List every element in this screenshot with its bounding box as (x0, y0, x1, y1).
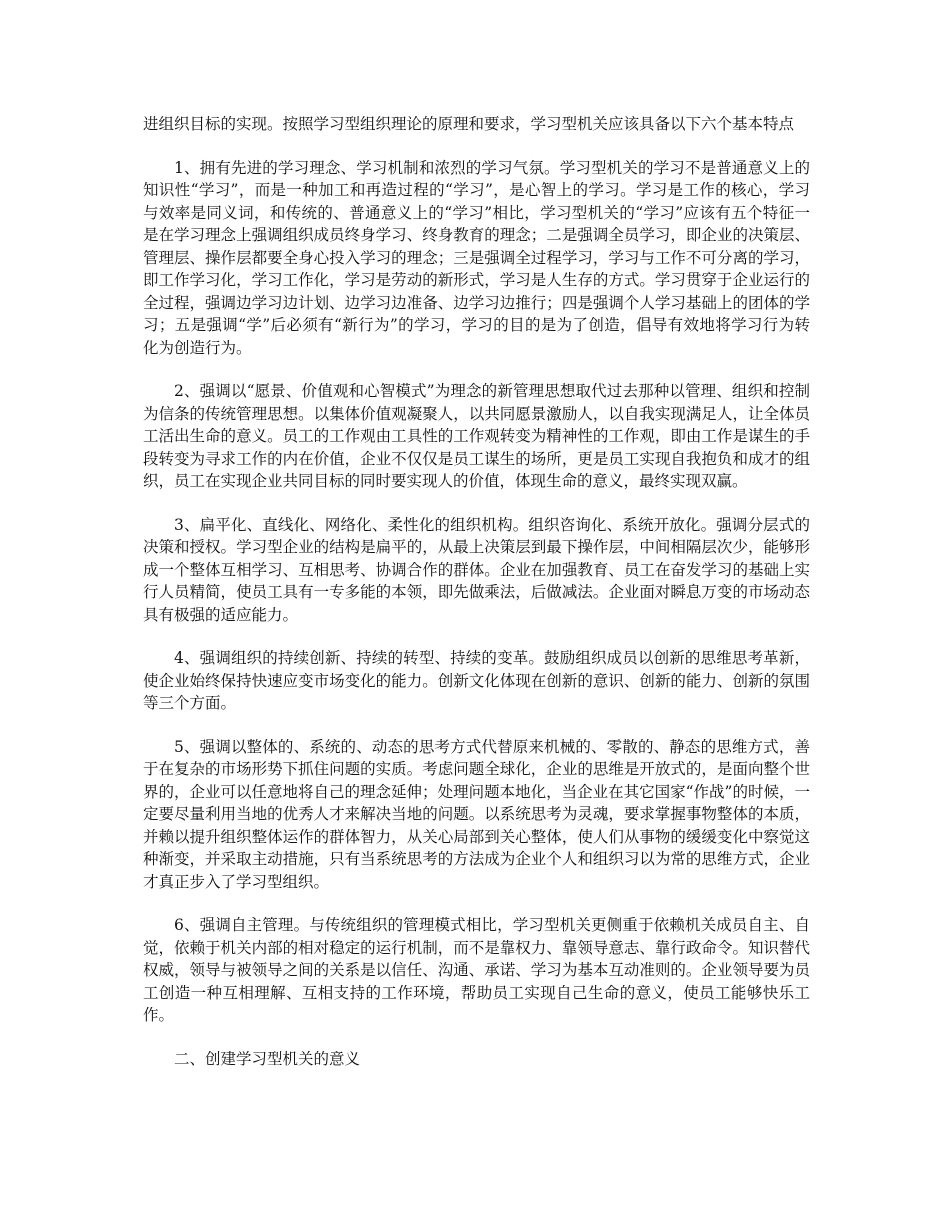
paragraph-feature-6: 6、强调自主管理。与传统组织的管理模式相比，学习型机关更侧重于依赖机关成员自主、自觉，依赖于机关内部的相对稳定的运行机制，而不是靠权力、靠领导意志、靠行政命令。知识替代权威，领导与被领导之间的关系是以信任、沟通、承诺、学习为基本互动准则的。企业领导要为员工创造一种互相理解、互相支持的工作环境，帮助员工实现自己生命的意义，使员工能够快乐工作。 (143, 916, 810, 1024)
paragraph-feature-4: 4、强调组织的持续创新、持续的转型、持续的变革。鼓励组织成员以创新的思维思考革新，使企业始终保持快速应变市场变化的能力。创新文化体现在创新的意识、创新的能力、创新的氛围等三个方面。 (143, 649, 810, 712)
paragraph-feature-3: 3、扁平化、直线化、网络化、柔性化的组织机构。组织咨询化、系统开放化。强调分层式的决策和授权。学习型企业的结构是扁平的，从最上决策层到最下操作层，中间相隔层次少，能够形成一个整体互相学习、互相思考、协调合作的群体。企业在加强教育、员工在奋发学习的基础上实行人员精简，使员工具有一专多能的本领，即先做乘法，后做减法。企业面对瞬息万变的市场动态具有极强的适应能力。 (143, 515, 810, 624)
paragraph-feature-2: 2、强调以“愿景、价值观和心智模式”为理念的新管理思想取代过去那种以管理、组织和控制为信条的传统管理思想。以集体价值观凝聚人，以共同愿景激励人，以自我实现满足人，让全体员工活出生命的意义。员工的工作观由工具性的工作观转变为精神性的工作观，即由工作是谋生的手段转变为寻求工作的内在价值，企业不仅仅是员工谋生的场所，更是员工实现自我抱负和成才的组织，员工在实现企业共同目标的同时要实现人的价值，体现生命的意义，最终实现双赢。 (143, 382, 810, 490)
document-page (143, 113, 810, 1070)
paragraph-feature-5: 5、强调以整体的、系统的、动态的思考方式代替原来机械的、零散的、静态的思维方式，善于在复杂的市场形势下抓住问题的实质。考虑问题全球化，企业的思维是开放式的，是面向整个世界的，企业可以任意地将自己的理念延伸；处理问题本地化，当企业在其它国家“作战”的时候，一定要尽量利用当地的优秀人才来解决当地的问题。以系统思考为灵魂，要求掌握事物整体的本质，并赖以提升组织整体运作的群体智力，从关心局部到关心整体，使人们从事物的缓缓变化中察觉这种渐变，并采取主动措施，只有当系统思考的方法成为企业个人和组织习以为常的思维方式，企业才真正步入了学习型组织。 (143, 737, 810, 891)
section-heading: 二、创建学习型机关的意义 (174, 1049, 361, 1068)
paragraph-feature-1: 1、拥有先进的学习理念、学习机制和浓烈的学习气氛。学习型机关的学习不是普通意义上的知识性“学习”，而是一种加工和再造过程的“学习”，是心智上的学习。学习是工作的核心，学习与效率是同义词，和传统的、普通意义上的“学习”相比，学习型机关的“学习”应该有五个特征一是在学习理念上强调组织成员终身学习、终身教育的理念；二是强调全员学习，即企业的决策层、管理层、操作层都要全身心投入学习的理念；三是强调全过程学习，学习与工作不可分离的学习，即工作学习化，学习工作化，学习是劳动的新形式，学习是人生存的方式。学习贯穿于企业运行的全过程，强调边学习边计划、边学习边准备、边学习边推行；四是强调个人学习基础上的团体的学习；五是强调“学”后必须有“新行为”的学习，学习的目的是为了创造，倡导有效地将学习行为转化为创造行为。 (143, 158, 810, 357)
intro-paragraph: 进组织目标的实现。按照学习型组织理论的原理和要求，学习型机关应该具备以下六个基本特点 (143, 115, 795, 133)
